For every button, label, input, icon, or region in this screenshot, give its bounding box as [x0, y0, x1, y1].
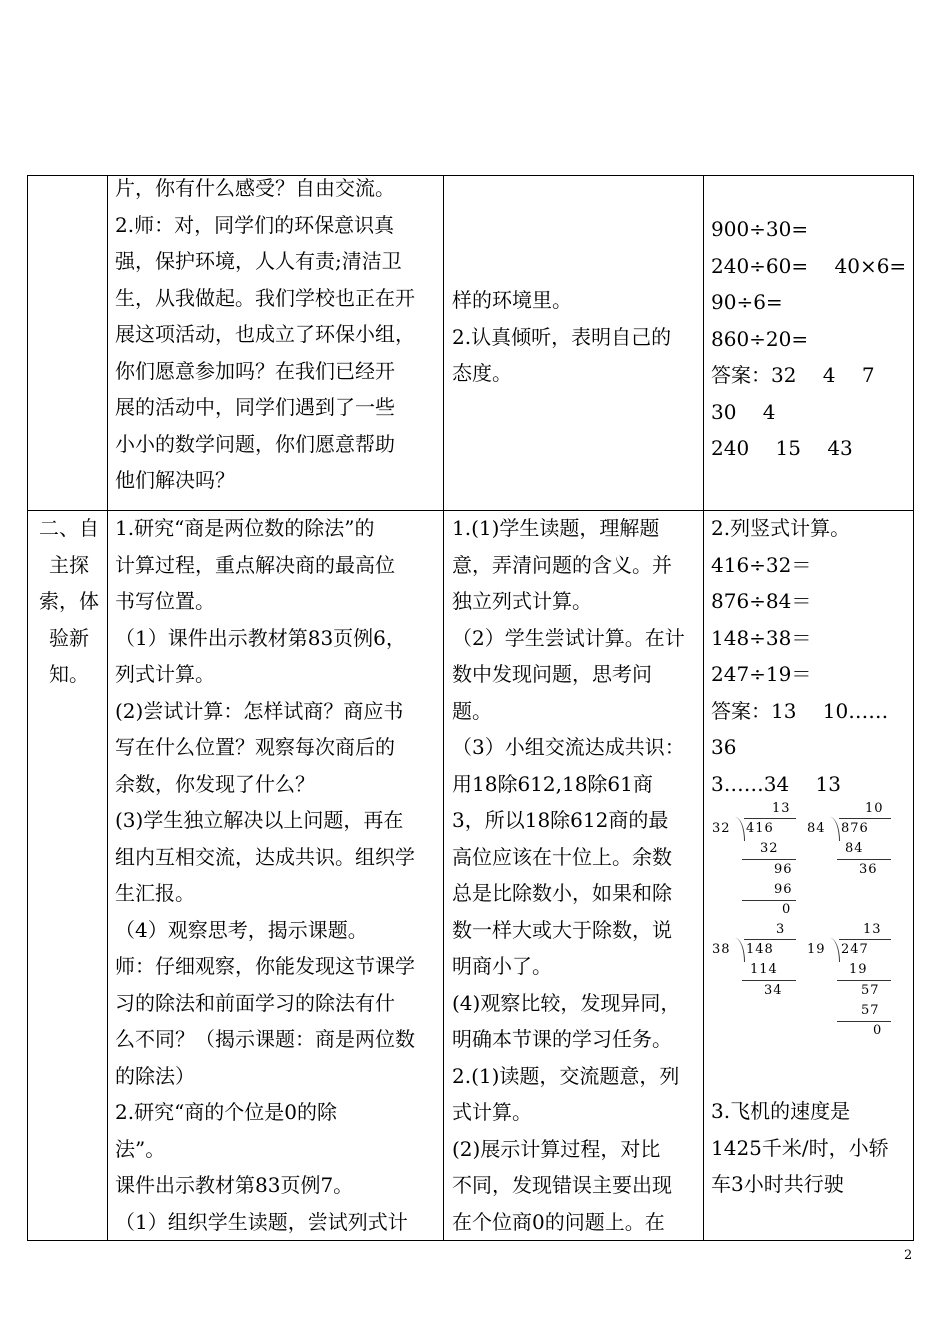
step-value: 0	[782, 902, 792, 917]
quotient: 10	[865, 801, 884, 816]
text-line: 2.列竖式计算。	[711, 516, 851, 540]
text-line: 总是比除数小，如果和除	[452, 881, 672, 905]
row1-student-activity	[452, 282, 702, 392]
text-line: (3)学生独立解决以上问题，再在	[115, 808, 404, 832]
text-line: 数一样大或大于除数，说	[452, 917, 672, 942]
text-line: 240÷60= 40×6=	[711, 253, 907, 278]
text-line: 索，体	[39, 589, 99, 613]
step-line	[837, 1021, 891, 1022]
lesson-plan-table	[27, 175, 914, 1241]
division-bracket	[829, 938, 840, 962]
step-value: 96	[774, 862, 793, 877]
text-line: 组内互相交流，达成共识。组织学	[115, 844, 415, 869]
text-line: 态度。	[452, 361, 512, 385]
text-line: 强，保护环境，人人有责;清洁卫	[115, 249, 402, 273]
text-line: 明确本节课的学习任务。	[452, 1027, 672, 1051]
row2-section-title	[33, 510, 105, 693]
text-line: 3，所以18除612商的最	[452, 808, 669, 832]
text-line: 2.师：对，同学们的环保意识真	[115, 212, 395, 237]
text-line: 36	[711, 735, 737, 759]
text-line: 展的活动中，同学们遇到了一些	[115, 395, 395, 419]
text-line: 数中发现问题，思考问	[452, 662, 652, 686]
column-divider	[107, 176, 108, 1240]
text-line: (4)观察比较，发现异同，	[452, 990, 681, 1015]
text-line: 样的环境里。	[452, 288, 572, 312]
step-value: 84	[845, 841, 864, 856]
dividend: 416	[746, 821, 774, 836]
divisor: 32	[712, 821, 731, 836]
text-line: 片，你有什么感受？自由交流。	[115, 176, 395, 200]
text-line: 师：仔细观察，你能发现这节课学	[115, 954, 415, 978]
page-number: 2	[904, 1248, 913, 1263]
text-line: 用18除612,18除61商	[452, 771, 653, 796]
text-line: 你们愿意参加吗？在我们已经开	[115, 358, 395, 383]
text-line: 不同，发现错误主要出现	[452, 1173, 672, 1197]
row2-student-activity	[452, 510, 702, 1240]
text-line: 意，弄清问题的含义。并	[452, 552, 672, 577]
text-line: 876÷84＝	[711, 589, 812, 613]
text-line: 3……34 13	[711, 771, 841, 796]
long-division-416-by-32	[712, 799, 812, 919]
text-line: （2）学生尝试计算。在计	[452, 625, 685, 650]
dividend: 247	[841, 942, 869, 957]
text-line: 知。	[49, 662, 89, 686]
row2-teacher-activity	[115, 510, 445, 1240]
text-line: (2)尝试计算：怎样试商？商应书	[115, 698, 404, 723]
row2-exercises	[711, 510, 911, 802]
dividend: 876	[841, 821, 869, 836]
divisor: 84	[807, 821, 826, 836]
text-line: 答案：32 4 7	[711, 363, 875, 387]
long-division-148-by-38	[712, 920, 812, 1000]
step-value: 19	[849, 962, 868, 977]
row1-teacher-activity	[115, 170, 445, 499]
dividend: 148	[746, 942, 774, 957]
step-value: 34	[764, 983, 783, 998]
text-line: 2.(1)读题，交流题意，列	[452, 1063, 680, 1088]
text-line: 240 15 43	[711, 436, 853, 460]
text-line: 3.飞机的速度是	[711, 1099, 851, 1123]
text-line: 车3小时共行驶	[711, 1172, 844, 1196]
text-line: 课件出示教材第83页例7。	[115, 1173, 354, 1197]
quotient: 13	[772, 801, 791, 816]
text-line: 答案：13 10……	[711, 698, 889, 723]
text-line: (2)展示计算过程，对比	[452, 1136, 661, 1161]
text-line: 余数，你发现了什么？	[115, 771, 315, 796]
text-line: 900÷30=	[711, 217, 809, 241]
text-line: 在个位商0的问题上。在	[452, 1209, 665, 1234]
text-line: （1）课件出示教材第83页例6，	[115, 625, 406, 650]
division-bracket	[734, 938, 745, 962]
text-line: 他们解决吗？	[115, 468, 235, 492]
text-line: 么不同？（揭示课题：商是两位数	[115, 1027, 415, 1051]
text-line: 2.研究“商的个位是0的除	[115, 1100, 338, 1124]
text-line: 独立列式计算。	[452, 589, 592, 613]
text-line: 416÷32＝	[711, 552, 812, 577]
text-line: 式计算。	[452, 1100, 532, 1124]
text-line: 题。	[452, 698, 492, 723]
text-line: 2.认真倾听，表明自己的	[452, 324, 672, 349]
row1-exercises	[711, 211, 911, 467]
text-line: 的除法）	[115, 1063, 195, 1088]
text-line: 30 4	[711, 399, 776, 424]
step-value: 32	[760, 841, 779, 856]
text-line: 写在什么位置？观察每次商后的	[115, 735, 395, 759]
step-value: 57	[861, 983, 880, 998]
text-line: 1425千米/时，小轿	[711, 1135, 889, 1160]
text-line: 小小的数学问题，你们愿意帮助	[115, 431, 395, 456]
text-line: 主探	[49, 552, 89, 577]
row2-exercise-3	[711, 1093, 911, 1203]
text-line: （1）组织学生读题，尝试列式计	[115, 1209, 408, 1234]
text-line: 明商小了。	[452, 954, 552, 978]
step-value: 57	[861, 1003, 880, 1018]
text-line: 验新	[49, 625, 89, 650]
step-value: 36	[859, 862, 878, 877]
text-line: 860÷20=	[711, 326, 809, 351]
divisor: 19	[807, 942, 826, 957]
step-value: 114	[750, 962, 778, 977]
text-line: 列式计算。	[115, 662, 215, 686]
text-line: 习的除法和前面学习的除法有什	[115, 990, 395, 1015]
text-line: 247÷19＝	[711, 662, 812, 686]
quotient: 3	[776, 922, 786, 937]
text-line: 书写位置。	[115, 589, 215, 613]
column-divider	[703, 176, 704, 1240]
text-line: 90÷6=	[711, 290, 783, 314]
text-line: 生，从我做起。我们学校也正在开	[115, 285, 415, 310]
divisor: 38	[712, 942, 731, 957]
long-division-876-by-84	[807, 799, 907, 879]
division-bracket	[734, 817, 745, 841]
step-value: 0	[873, 1023, 883, 1038]
text-line: 法”。	[115, 1136, 166, 1161]
division-bracket	[829, 817, 840, 841]
text-line: 高位应该在十位上。余数	[452, 844, 672, 869]
quotient: 13	[863, 922, 882, 937]
text-line: （3）小组交流达成共识：	[452, 735, 685, 759]
text-line: 1.(1)学生读题，理解题	[452, 516, 660, 540]
step-value: 96	[774, 882, 793, 897]
text-line: 二、自	[39, 516, 99, 540]
text-line: 生汇报。	[115, 881, 195, 905]
text-line: 148÷38＝	[711, 625, 812, 650]
text-line: （4）观察思考，揭示课题。	[115, 917, 368, 942]
long-division-247-by-19	[807, 920, 907, 1040]
text-line: 展这项活动，也成立了环保小组，	[115, 322, 415, 346]
text-line: 计算过程，重点解决商的最高位	[115, 552, 395, 577]
text-line: 1.研究“商是两位数的除法”的	[115, 516, 375, 540]
